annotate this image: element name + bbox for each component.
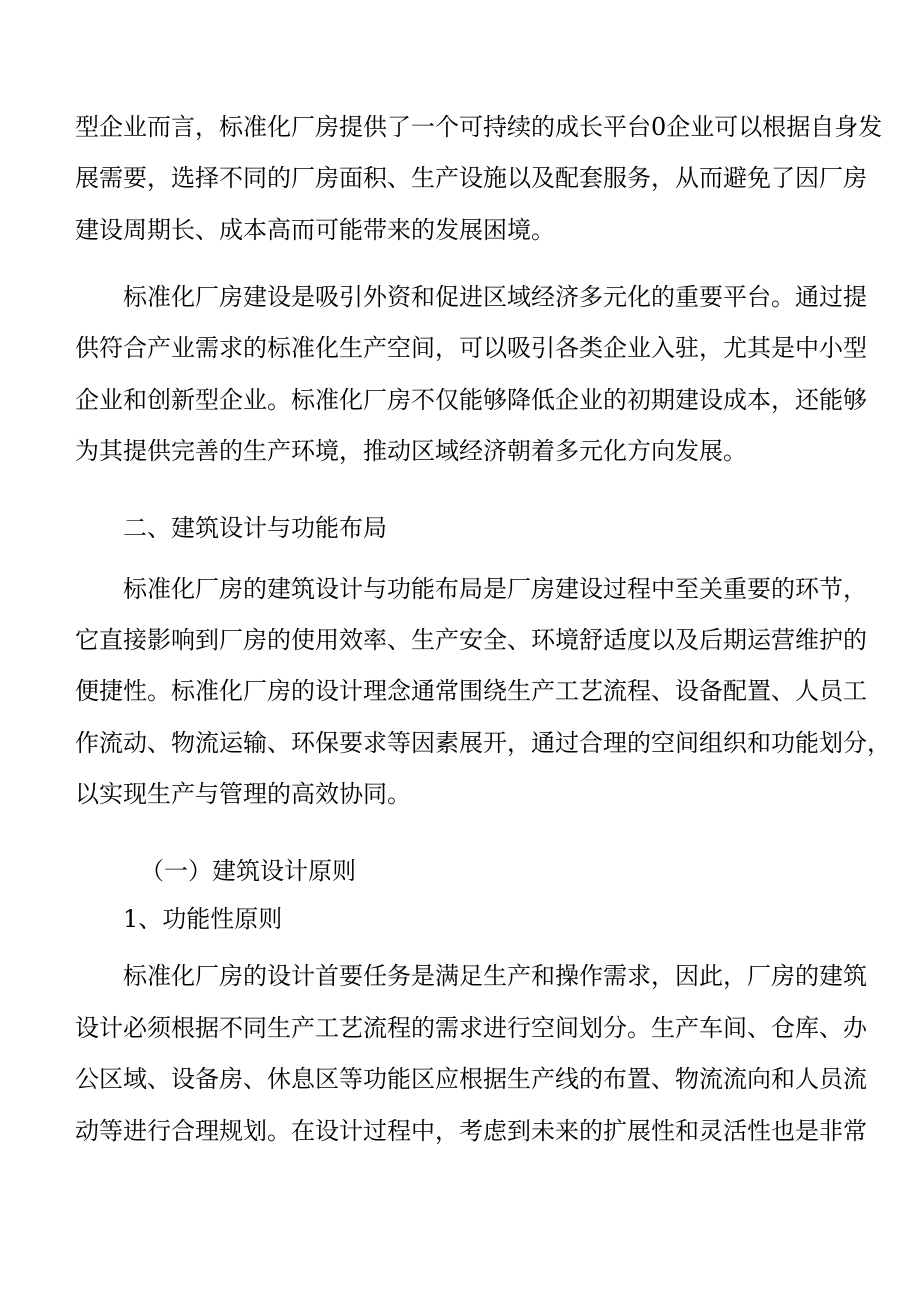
paragraph-line: 公区域、设备房、休息区等功能区应根据生产线的布置、物流流向和人员流: [75, 1065, 867, 1093]
paragraph-line: 型企业而言，标准化厂房提供了一个可持续的成长平台0企业可以根据自身发: [75, 113, 883, 141]
paragraph-line: 它直接影响到厂房的使用效率、生产安全、环境舒适度以及后期运营维护的: [75, 626, 867, 654]
subsubsection-heading: 1、功能性原则: [123, 905, 283, 933]
paragraph-line: 展需要，选择不同的厂房面积、生产设施以及配套服务，从而避免了因厂房: [75, 164, 867, 192]
paragraph-line: 设计必须根据不同生产工艺流程的需求进行空间划分。生产车间、仓库、办: [75, 1014, 867, 1042]
paragraph-line: 标准化厂房的建筑设计与功能布局是厂房建设过程中至关重要的环节，: [123, 575, 867, 603]
paragraph-line: 为其提供完善的生产环境，推动区域经济朝着多元化方向发展。: [75, 437, 747, 465]
paragraph-line: 企业和创新型企业。标准化厂房不仅能够降低企业的初期建设成本，还能够: [75, 386, 867, 414]
paragraph-line: 建设周期长、成本高而可能带来的发展困境。: [75, 216, 555, 244]
paragraph-line: 作流动、物流运输、环保要求等因素展开，通过合理的空间组织和功能划分，: [75, 729, 891, 757]
subsection-heading: （一）建筑设计原则: [140, 857, 356, 885]
paragraph-line: 动等进行合理规划。在设计过程中，考虑到未来的扩展性和灵活性也是非常: [75, 1117, 867, 1145]
paragraph-line: 便捷性。标准化厂房的设计理念通常围绕生产工艺流程、设备配置、人员工: [75, 677, 867, 705]
section-heading: 二、建筑设计与功能布局: [123, 514, 387, 542]
paragraph-line: 供符合产业需求的标准化生产空间，可以吸引各类企业入驻，尤其是中小型: [75, 334, 867, 362]
paragraph-line: 标准化厂房建设是吸引外资和促进区域经济多元化的重要平台。通过提: [123, 283, 867, 311]
paragraph-line: 以实现生产与管理的高效协同。: [75, 780, 411, 808]
paragraph-line: 标准化厂房的设计首要任务是满足生产和操作需求，因此，厂房的建筑: [123, 962, 867, 990]
